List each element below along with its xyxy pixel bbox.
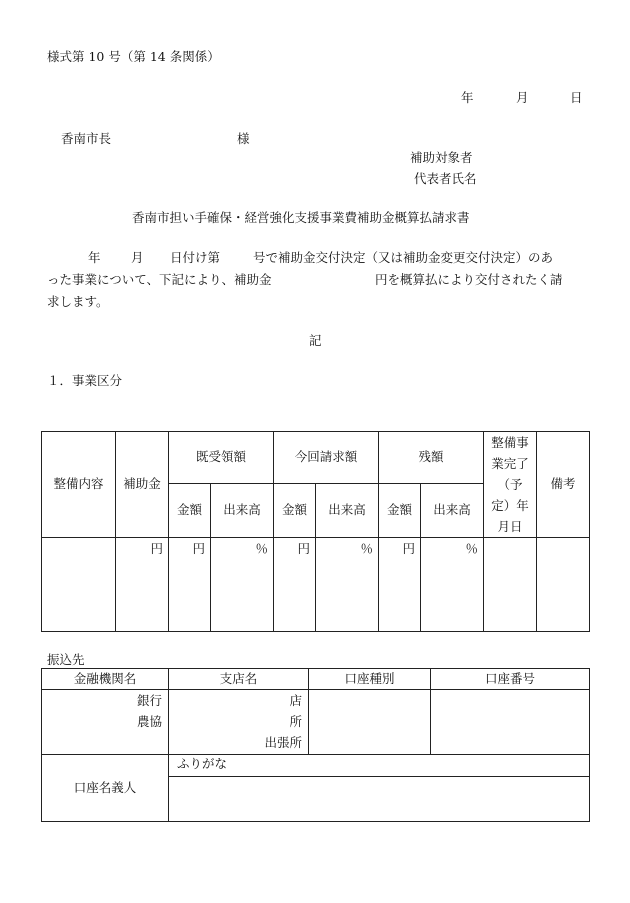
header-balance: 残額 [379,432,484,484]
furigana-field[interactable] [169,755,590,777]
cell-bank[interactable] [42,690,169,755]
cell-received-amount[interactable]: 円 [169,538,211,632]
body-dated: 日付け第 [170,250,221,265]
ki-label: 記 [309,333,322,348]
header-bank: 金融機関名 [42,669,169,690]
document-title: 香南市担い手確保・経営強化支援事業費補助金概算払請求書 [132,210,470,225]
applicant-target-label: 補助対象者 [410,150,473,165]
branch-option-office: 所 [289,714,302,729]
transfer-table [41,668,590,822]
cell-content[interactable] [42,538,116,632]
cell-request-output[interactable]: ％ [316,538,379,632]
applicant-rep-label: 代表者氏名 [414,171,477,186]
header-branch: 支店名 [169,669,309,690]
header-subsidy: 補助金 [116,432,169,538]
subheader-request-amount: 金額 [274,484,316,538]
subheader-request-output: 出来高 [316,484,379,538]
date-month-label: 月 [516,90,529,105]
body-line1-rest: 号で補助金交付決定（又は補助金変更交付決定）のあ [253,250,554,265]
cell-completion-date[interactable] [484,538,537,632]
cell-account-type[interactable] [309,690,431,755]
subheader-balance-output: 出来高 [421,484,484,538]
header-remarks: 備考 [537,432,590,538]
bank-option-bank: 銀行 [136,693,162,708]
cell-balance-amount[interactable]: 円 [379,538,421,632]
body-line2-rest: 円を概算払により交付されたく請 [375,272,563,287]
header-request: 今回請求額 [274,432,379,484]
branch-option-store: 店 [289,693,302,708]
header-account-type: 口座種別 [309,669,431,690]
header-received: 既受領額 [169,432,274,484]
body-line3: 求します。 [47,294,109,309]
branch-option-sub-office: 出張所 [264,735,302,750]
addressee-name: 香南市長 [61,131,112,146]
cell-balance-output[interactable]: ％ [421,538,484,632]
body-year: 年 [88,250,101,265]
cell-remarks[interactable] [537,538,590,632]
project-table [41,431,590,632]
account-holder-field[interactable] [169,777,590,822]
header-content: 整備内容 [42,432,116,538]
bank-option-ja: 農協 [136,714,162,729]
subheader-balance-amount: 金額 [379,484,421,538]
date-day-label: 日 [570,90,583,105]
cell-received-output[interactable]: ％ [211,538,274,632]
body-line2-text: った事業について、下記により、補助金 [47,272,272,287]
cell-subsidy[interactable]: 円 [116,538,169,632]
transfer-label: 振込先 [47,652,85,667]
addressee-honorific: 様 [237,131,250,146]
header-account-number: 口座番号 [431,669,590,690]
date-year-label: 年 [461,90,474,105]
subheader-received-output: 出来高 [211,484,274,538]
cell-branch[interactable] [169,690,309,755]
form-number: 様式第 10 号（第 14 条関係） [47,49,220,64]
header-completion-date: 整備事 業完了 （予 定）年 月日 [484,432,537,538]
cell-request-amount[interactable]: 円 [274,538,316,632]
cell-account-number[interactable] [431,690,590,755]
body-month: 月 [131,250,144,265]
subheader-received-amount: 金額 [169,484,211,538]
furigana-label: ふりがな [177,756,228,771]
section-title: １．事業区分 [47,373,123,388]
account-holder-label: 口座名義人 [42,755,169,822]
